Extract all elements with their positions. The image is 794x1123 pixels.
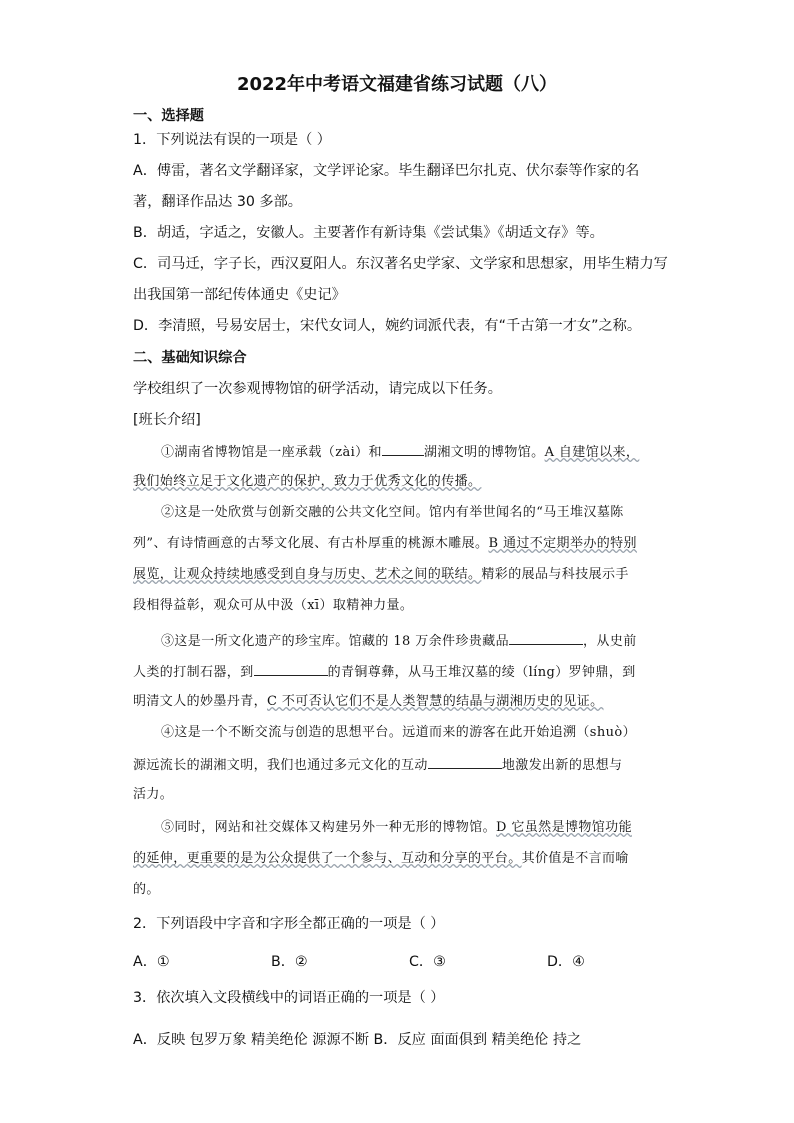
question-2-option-a: A．①: [133, 954, 170, 970]
section-heading-choice: 一、选择题: [133, 108, 204, 124]
passage-text: 源远流长的湖湘文明，我们也通过多元文化的互动: [133, 758, 428, 773]
underlined-sentence-d: D 它虽然是博物馆功能: [496, 820, 632, 835]
question-1-option-d: D．李清照，号易安居士，宋代女词人，婉约词派代表，有“千古第一才女”之称。: [133, 318, 642, 334]
passage-paragraph-2: ②这是一处欣赏与创新交融的公共文化空间。馆内有举世闻名的“马王堆汉墓陈: [161, 505, 624, 520]
passage-paragraph-4-line-2: [133, 754, 622, 776]
passage-text: 人类的打制石器，到: [133, 665, 254, 680]
passage-paragraph-2-line-2: [133, 534, 637, 554]
page-title: 2022年中考语文福建省练习试题（八）: [236, 74, 558, 95]
passage-paragraph-2-line-4: 段相得益彰，观众可从中汲（xī）取精神力量。: [133, 598, 414, 613]
passage-text: 湖湘文明的博物馆。: [423, 445, 545, 460]
passage-paragraph-2-line-3: [133, 565, 629, 585]
passage-paragraph-3: [161, 630, 637, 652]
fill-blank-3: [254, 661, 328, 676]
passage-paragraph-4-line-3: 活力。: [133, 787, 174, 802]
passage-paragraph-3-line-2: [133, 661, 636, 683]
question-3-stem: 3．依次填入文段横线中的词语正确的一项是（ ）: [133, 990, 445, 1006]
section-heading-basics: 二、基础知识综合: [133, 350, 247, 366]
fill-blank-1: [382, 441, 424, 456]
passage-paragraph-3-line-3: [133, 692, 604, 712]
passage-paragraph-1: [161, 441, 639, 463]
passage-paragraph-5-line-2: [133, 849, 629, 869]
question-1-option-b: B．胡适，字适之，安徽人。主要著作有新诗集《尝试集》《胡适文存》等。: [133, 225, 604, 241]
fill-blank-4: [428, 754, 502, 769]
question-1-option-c: C．司马迁，字子长，西汉夏阳人。东汉著名史学家、文学家和思想家，用毕生精力写: [133, 256, 668, 272]
question-1-option-a: A．傅雷，著名文学翻译家，文学评论家。毕生翻译巴尔扎克、伏尔泰等作家的名: [133, 163, 640, 179]
passage-text: ⑤同时，网站和社交媒体又构建另外一种无形的博物馆。: [161, 820, 497, 835]
question-2-option-b: B．②: [271, 954, 308, 970]
passage-text: ，从史前: [583, 634, 637, 649]
passage-paragraph-5: [161, 818, 632, 838]
question-1-option-a-cont: 著，翻译作品达 30 多部。: [133, 194, 302, 210]
question-1-stem: 1．下列说法有误的一项是（ ）: [133, 132, 331, 148]
question-2-stem: 2．下列语段中字音和字形全都正确的一项是（ ）: [133, 916, 445, 932]
underlined-sentence-b: B 通过不定期举办的特别: [488, 536, 637, 551]
question-2-option-c: C．③: [409, 954, 446, 970]
passage-paragraph-4: ④这是一个不断交流与创造的思想平台。远道而来的游客在此开始追溯（shuò）: [161, 725, 637, 740]
monitor-intro-tag: [班长介绍]: [133, 412, 201, 428]
passage-text: 地激发出新的思想与: [501, 758, 623, 773]
question-3-options: A．反映 包罗万象 精美绝伦 源源不断 B．反应 面面俱到 精美绝伦 持之: [133, 1032, 582, 1048]
passage-paragraph-5-line-3: 的。: [133, 882, 160, 897]
underlined-sentence-b-cont: 展览，让观众持续地感受到自身与历史、艺术之间的联结。: [133, 567, 482, 582]
passage-text: 其价值是不言而喻: [521, 851, 629, 866]
underlined-sentence-a: A 自建馆以来，: [544, 445, 640, 460]
passage-text: 列”、有诗情画意的古琴文化展、有古朴厚重的桃源木雕展。: [133, 536, 489, 551]
underlined-sentence-a-cont: 我们始终立足于文化遗产的保护，致力于优秀文化的传播。: [133, 474, 482, 489]
activity-intro: 学校组织了一次参观博物馆的研学活动，请完成以下任务。: [133, 381, 502, 397]
fill-blank-2: [509, 630, 583, 645]
underlined-sentence-d-cont: 的延伸，更重要的是为公众提供了一个参与、互动和分享的平台。: [133, 851, 522, 866]
passage-text: ③这是一所文化遗产的珍宝库。馆藏的 18 万余件珍贵藏品: [161, 634, 510, 649]
underlined-sentence-c: C 不可否认它们不是人类智慧的结晶与湖湘历史的见证。: [267, 694, 604, 709]
passage-text: 明清文人的妙墨丹青，: [133, 694, 268, 709]
passage-text: ①湖南省博物馆是一座承载（zài）和: [161, 445, 382, 460]
passage-paragraph-1-cont: [133, 472, 481, 492]
passage-text: 精彩的展品与科技展示手: [481, 567, 629, 582]
question-2-option-d: D．④: [547, 954, 585, 970]
question-1-option-c-cont: 出我国第一部纪传体通史《史记》: [133, 287, 346, 303]
passage-text: 的青铜尊彝，从马王堆汉墓的绫（líng）罗钟鼎，到: [327, 665, 636, 680]
